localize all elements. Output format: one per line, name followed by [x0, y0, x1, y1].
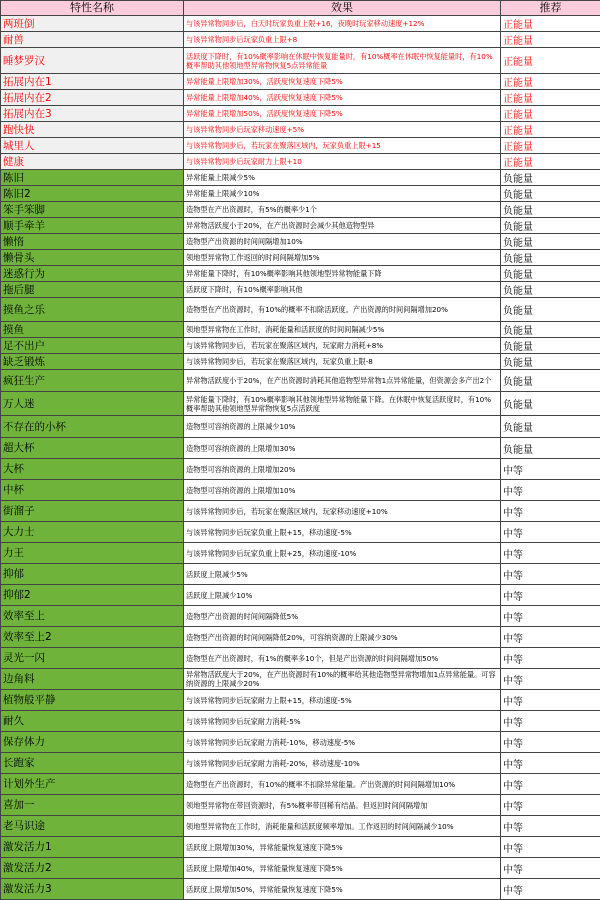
table-row — [1, 564, 600, 585]
trait-name-cell: 效率至上 — [1, 606, 184, 627]
table-row — [1, 16, 600, 32]
trait-name-cell: 激发活力1 — [1, 837, 184, 858]
trait-effect-cell: 造物型产出资源的时间间隔降低5% — [184, 606, 501, 627]
trait-recommendation-cell: 正能量 — [501, 74, 600, 90]
trait-name-cell: 耐兽 — [1, 32, 184, 48]
table-row — [1, 774, 600, 795]
trait-effect-cell: 活跃度下降时，有10%概率影响在休眠中恢复能量时，有10%概率在休眠中恢复能量时，有10%概率帮助其他领地型异常物恢复5点异常能量 — [184, 48, 501, 74]
trait-effect-cell: 领地型异常物在带回资源时，有5%概率带回稀有结晶。但返回时间间隔增加 — [184, 795, 501, 816]
trait-effect-cell: 造物型可容纳资源的上限增加20% — [184, 459, 501, 480]
trait-recommendation-cell: 中等 — [501, 522, 600, 543]
table-row — [1, 501, 600, 522]
table-row — [1, 522, 600, 543]
trait-recommendation-cell: 负能量 — [501, 392, 600, 416]
trait-effect-cell: 造物型在产出资源时，有5%的概率少1个 — [184, 202, 501, 218]
trait-effect-cell: 造物型在产出资源时，有10%的概率不扣除异常能量。产出资源的时间间隔增加10% — [184, 774, 501, 795]
trait-recommendation-cell: 负能量 — [501, 438, 600, 459]
table-row — [1, 543, 600, 564]
trait-name-cell: 喜加一 — [1, 795, 184, 816]
trait-effect-cell: 异常能量上限增加30%，活跃度恢复速度下降5% — [184, 74, 501, 90]
trait-recommendation-cell: 负能量 — [501, 354, 600, 370]
trait-recommendation-cell: 负能量 — [501, 322, 600, 338]
trait-effect-cell: 活跃度上限减少5% — [184, 564, 501, 585]
header-effect: 效果 — [184, 1, 501, 16]
trait-recommendation-cell: 中等 — [501, 816, 600, 837]
table-row — [1, 837, 600, 858]
trait-name-cell: 万人迷 — [1, 392, 184, 416]
trait-effect-cell: 异常能量上限增加40%，活跃度恢复速度下降5% — [184, 90, 501, 106]
trait-effect-cell: 与该异常物同步后玩家负重上限+8 — [184, 32, 501, 48]
trait-name-cell: 陈旧2 — [1, 186, 184, 202]
trait-effect-cell: 造物型产出资源的时间间隔降低20%，可容纳资源的上限减少30% — [184, 627, 501, 648]
table-row — [1, 266, 600, 282]
trait-name-cell: 拖后腿 — [1, 282, 184, 298]
trait-recommendation-cell: 中等 — [501, 711, 600, 732]
trait-name-cell: 保存体力 — [1, 732, 184, 753]
trait-effect-cell: 异常物活跃度小于20%，在产出资源时会减少其他造物型异 — [184, 218, 501, 234]
trait-recommendation-cell: 中等 — [501, 669, 600, 690]
table-row — [1, 392, 600, 416]
trait-effect-cell: 活跃度上限增加50%，异常能量恢复速度下降5% — [184, 879, 501, 900]
trait-recommendation-cell: 中等 — [501, 480, 600, 501]
trait-name-cell: 疯狂生产 — [1, 370, 184, 392]
trait-effect-cell: 与该异常物同步后玩家耐力消耗-5% — [184, 711, 501, 732]
trait-name-cell: 超大杯 — [1, 438, 184, 459]
trait-recommendation-cell: 负能量 — [501, 170, 600, 186]
trait-effect-cell: 领地型异常物工作返回的时间间隔增加5% — [184, 250, 501, 266]
trait-recommendation-cell: 正能量 — [501, 106, 600, 122]
trait-name-cell: 植物般平静 — [1, 690, 184, 711]
trait-recommendation-cell: 负能量 — [501, 202, 600, 218]
trait-name-cell: 激发活力3 — [1, 879, 184, 900]
trait-effect-cell: 异常物活跃度小于20%，在产出资源时消耗其他造物型异常物1点异常能量，但资源会多产出2个 — [184, 370, 501, 392]
trait-recommendation-cell: 负能量 — [501, 416, 600, 438]
table-row — [1, 234, 600, 250]
table-row — [1, 711, 600, 732]
table-row — [1, 416, 600, 438]
trait-name-cell: 陈旧 — [1, 170, 184, 186]
trait-name-cell: 老马识途 — [1, 816, 184, 837]
trait-recommendation-cell: 中等 — [501, 837, 600, 858]
table-row — [1, 438, 600, 459]
table-row — [1, 106, 600, 122]
trait-name-cell: 抑郁 — [1, 564, 184, 585]
trait-effect-cell: 异常物活跃度大于20%，在产出资源时有10%的概率给其他造物型异常物增加1点异常能量。可容纳资源的上限减少20% — [184, 669, 501, 690]
table-row — [1, 585, 600, 606]
trait-effect-cell: 活跃度上限减少10% — [184, 585, 501, 606]
trait-name-cell: 街溜子 — [1, 501, 184, 522]
table-row — [1, 459, 600, 480]
trait-name-cell: 耐久 — [1, 711, 184, 732]
trait-recommendation-cell: 正能量 — [501, 138, 600, 154]
table-row — [1, 170, 600, 186]
table-row — [1, 732, 600, 753]
trait-effect-cell: 与该异常物同步后玩家耐力上限+15，移动速度-5% — [184, 690, 501, 711]
trait-name-cell: 不存在的小杯 — [1, 416, 184, 438]
trait-name-cell: 跑快快 — [1, 122, 184, 138]
trait-name-cell: 拓展内在3 — [1, 106, 184, 122]
table-row — [1, 669, 600, 690]
trait-name-cell: 缺乏锻炼 — [1, 354, 184, 370]
trait-effect-cell: 造物型可容纳资源的上限减少10% — [184, 416, 501, 438]
trait-name-cell: 灵光一闪 — [1, 648, 184, 669]
header-row — [1, 1, 600, 16]
table-row — [1, 218, 600, 234]
trait-effect-cell: 异常能量上限减少10% — [184, 186, 501, 202]
trait-recommendation-cell: 正能量 — [501, 90, 600, 106]
trait-effect-cell: 与该异常物同步后玩家耐力上限+10 — [184, 154, 501, 170]
trait-name-cell: 计划外生产 — [1, 774, 184, 795]
trait-recommendation-cell: 正能量 — [501, 122, 600, 138]
trait-name-cell: 力王 — [1, 543, 184, 564]
trait-recommendation-cell: 中等 — [501, 543, 600, 564]
trait-name-cell: 睡梦罗汉 — [1, 48, 184, 74]
trait-name-cell: 健康 — [1, 154, 184, 170]
trait-name-cell: 笨手笨脚 — [1, 202, 184, 218]
trait-name-cell: 拓展内在1 — [1, 74, 184, 90]
trait-recommendation-cell: 中等 — [501, 732, 600, 753]
trait-rows — [1, 16, 600, 900]
table-row — [1, 298, 600, 322]
trait-recommendation-cell: 正能量 — [501, 48, 600, 74]
table-row — [1, 879, 600, 900]
table-row — [1, 322, 600, 338]
trait-name-cell: 长跑家 — [1, 753, 184, 774]
trait-recommendation-cell: 负能量 — [501, 186, 600, 202]
trait-effect-cell: 异常能量上限减少5% — [184, 170, 501, 186]
trait-recommendation-cell: 负能量 — [501, 266, 600, 282]
table-row — [1, 250, 600, 266]
trait-name-cell: 大力士 — [1, 522, 184, 543]
trait-effect-cell: 活跃度下降时，有10%概率影响其他 — [184, 282, 501, 298]
trait-recommendation-cell: 负能量 — [501, 282, 600, 298]
table-row — [1, 186, 600, 202]
trait-effect-cell: 与该异常物同步后玩家耐力消耗-20%，移动速度-10% — [184, 753, 501, 774]
trait-effect-cell: 与该异常物同步后玩家移动速度+5% — [184, 122, 501, 138]
table-row — [1, 816, 600, 837]
trait-effect-cell: 与该异常物同步后，白天时玩家负重上限+16，夜晚时玩家移动速度+12% — [184, 16, 501, 32]
trait-effect-cell: 领地型异常物在工作时，消耗能量和活跃度的时间间隔减少5% — [184, 322, 501, 338]
trait-recommendation-cell: 中等 — [501, 753, 600, 774]
table-row — [1, 795, 600, 816]
table-row — [1, 74, 600, 90]
trait-name-cell: 懒骨头 — [1, 250, 184, 266]
table-row — [1, 122, 600, 138]
table-row — [1, 48, 600, 74]
trait-recommendation-cell: 负能量 — [501, 250, 600, 266]
trait-recommendation-cell: 中等 — [501, 690, 600, 711]
trait-recommendation-cell: 正能量 — [501, 32, 600, 48]
trait-name-cell: 顺手牵羊 — [1, 218, 184, 234]
table-row — [1, 354, 600, 370]
table-row — [1, 32, 600, 48]
table-row — [1, 202, 600, 218]
trait-name-cell: 中杯 — [1, 480, 184, 501]
table-row — [1, 648, 600, 669]
trait-effect-cell: 造物型在产出资源时，有10%的概率不扣除活跃度。产出资源的时间间隔增加20% — [184, 298, 501, 322]
trait-effect-cell: 活跃度上限增加40%，异常能量恢复速度下降5% — [184, 858, 501, 879]
trait-recommendation-cell: 中等 — [501, 648, 600, 669]
trait-effect-cell: 与该异常物同步后，若玩家在聚落区域内，玩家移动速度+10% — [184, 501, 501, 522]
trait-name-cell: 摸鱼之乐 — [1, 298, 184, 322]
trait-name-cell: 摸鱼 — [1, 322, 184, 338]
trait-effect-cell: 造物型产出资源的时间间隔增加10% — [184, 234, 501, 250]
trait-name-cell: 边角料 — [1, 669, 184, 690]
trait-effect-cell: 异常能量上限增加50%，活跃度恢复速度下降5% — [184, 106, 501, 122]
trait-recommendation-cell: 中等 — [501, 501, 600, 522]
table-row — [1, 606, 600, 627]
trait-effect-cell: 与该异常物同步后，若玩家在聚落区域内，玩家负重上限+15 — [184, 138, 501, 154]
table-row — [1, 154, 600, 170]
table-row — [1, 753, 600, 774]
table-row — [1, 480, 600, 501]
trait-effect-cell: 活跃度上限增加30%，异常能量恢复速度下降5% — [184, 837, 501, 858]
trait-effect-cell: 与该异常物同步后玩家耐力消耗-10%，移动速度-5% — [184, 732, 501, 753]
trait-recommendation-cell: 中等 — [501, 795, 600, 816]
trait-recommendation-cell: 正能量 — [501, 16, 600, 32]
trait-effect-cell: 与该异常物同步后，若玩家在聚落区域内，玩家负重上限-8 — [184, 354, 501, 370]
trait-name-cell: 激发活力2 — [1, 858, 184, 879]
trait-effect-cell: 与该异常物同步后玩家负重上限+25，移动速度-10% — [184, 543, 501, 564]
trait-effect-cell: 领地型异常物在工作时，消耗能量和活跃度频率增加。工作返回的时间间隔减少10% — [184, 816, 501, 837]
header-recommendation: 推荐 — [501, 1, 600, 16]
trait-name-cell: 懒惰 — [1, 234, 184, 250]
table-row — [1, 138, 600, 154]
table-row — [1, 858, 600, 879]
trait-recommendation-cell: 中等 — [501, 774, 600, 795]
trait-recommendation-cell: 中等 — [501, 459, 600, 480]
trait-recommendation-cell: 负能量 — [501, 218, 600, 234]
trait-effect-cell: 造物型可容纳资源的上限增加30% — [184, 438, 501, 459]
trait-recommendation-cell: 负能量 — [501, 298, 600, 322]
table-row — [1, 690, 600, 711]
trait-recommendation-cell: 负能量 — [501, 234, 600, 250]
trait-recommendation-cell: 中等 — [501, 627, 600, 648]
trait-name-cell: 城里人 — [1, 138, 184, 154]
table-row — [1, 90, 600, 106]
table-row — [1, 627, 600, 648]
trait-recommendation-cell: 负能量 — [501, 338, 600, 354]
trait-recommendation-cell: 中等 — [501, 564, 600, 585]
trait-recommendation-cell: 中等 — [501, 879, 600, 900]
trait-name-cell: 拓展内在2 — [1, 90, 184, 106]
trait-name-cell: 抑郁2 — [1, 585, 184, 606]
trait-effect-cell: 与该异常物同步后，若玩家在聚落区域内，玩家耐力消耗+8% — [184, 338, 501, 354]
trait-name-cell: 迷惑行为 — [1, 266, 184, 282]
trait-recommendation-cell: 负能量 — [501, 370, 600, 392]
trait-recommendation-cell: 中等 — [501, 858, 600, 879]
trait-effect-cell: 异常能量下降时，有10%概率影响其他领地型异常物能量下降 — [184, 266, 501, 282]
trait-effect-cell: 造物型在产出资源时，有1%的概率多10个，但是产出资源的时间间隔增加50% — [184, 648, 501, 669]
trait-recommendation-cell: 正能量 — [501, 154, 600, 170]
trait-recommendation-cell: 中等 — [501, 606, 600, 627]
trait-effect-cell: 造物型可容纳资源的上限增加10% — [184, 480, 501, 501]
trait-name-cell: 效率至上2 — [1, 627, 184, 648]
table-row — [1, 370, 600, 392]
header-trait-name: 特性名称 — [1, 1, 184, 16]
trait-effect-cell: 异常能量下降时，有10%概率影响其他领地型异常物能量下降。在休眠中恢复活跃度时，有10%概率帮助其他领地型异常物恢复5点活跃度 — [184, 392, 501, 416]
trait-name-cell: 两班倒 — [1, 16, 184, 32]
trait-recommendation-cell: 中等 — [501, 585, 600, 606]
table-row — [1, 338, 600, 354]
table-row — [1, 282, 600, 298]
trait-name-cell: 足不出户 — [1, 338, 184, 354]
trait-name-cell: 大杯 — [1, 459, 184, 480]
trait-effect-cell: 与该异常物同步后玩家负重上限+15，移动速度-5% — [184, 522, 501, 543]
